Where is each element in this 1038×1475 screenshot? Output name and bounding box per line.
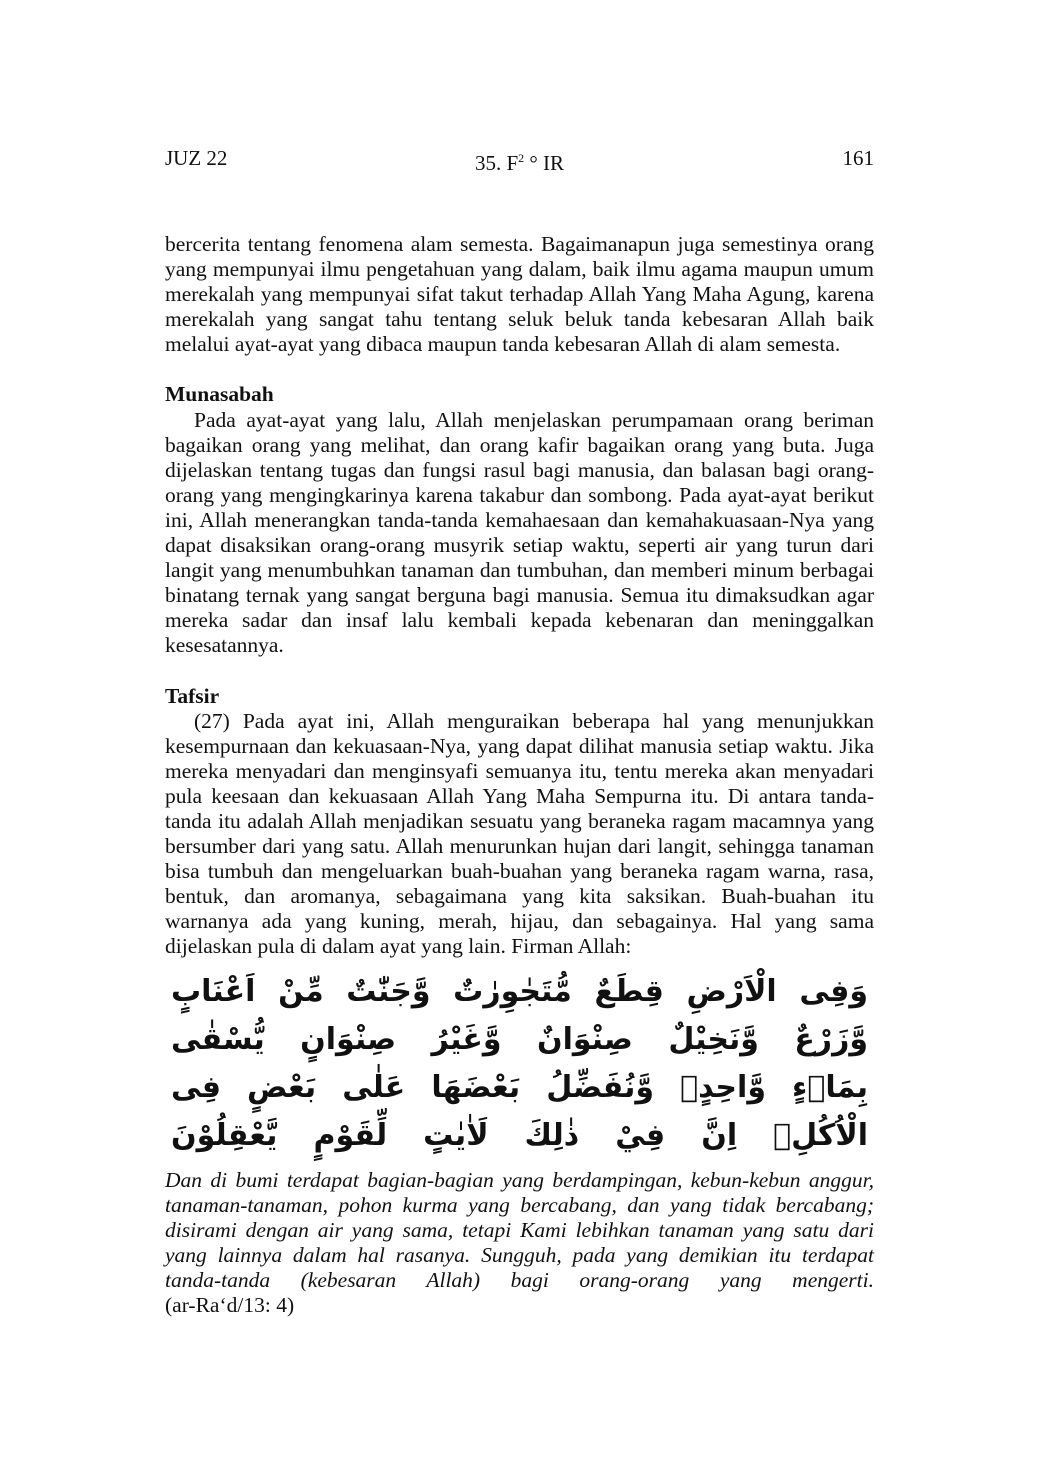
surah-suffix: ° IR (524, 151, 565, 175)
page-number: 161 (842, 146, 874, 170)
quran-verse-arabic (165, 968, 874, 1160)
tafsir-paragraph: (27) Pada ayat ini, Allah menguraikan beberapa hal yang menunjukkan kesempurnaan dan kekuasaan-Nya, yang dapat dilihat manusia setiap waktu. Jika mereka menyadari dan menginsyafi semuanya itu, tentu mereka akan menyadari pula keesaan dan kekuasaan Allah Yang Maha Sempurna itu. Di antara tanda-tanda itu adalah Allah menjadikan sesuatu yang beraneka ragam macamnya yang bersumber dari yang satu. Allah menurunkan hujan dari langit, sehingga tanaman bisa tumbuh dan mengeluarkan buah-buahan yang beraneka ragam warna, rasa, bentuk, dan aromanya, sebagaimana yang kita saksikan. Buah-buahan itu warnanya ada yang kuning, merah, hijau, dan sebagainya. Hal yang sama dijelaskan pula di dalam ayat yang lain. Firman Allah: (165, 708, 874, 959)
page-header (165, 143, 874, 173)
surah-prefix: 35. F (474, 151, 519, 175)
surah-superscript: 2 (518, 151, 525, 165)
tafsir-heading: Tafsir (165, 683, 220, 708)
verse-translation: Dan di bumi terdapat bagian-bagian yang berdampingan, kebun-kebun anggur, tanaman-tanaman, pohon kurma yang bercabang, dan yang tidak bercabang; disirami dengan air yang sama, tetapi Kami lebihkan tanaman yang satu dari yang lainnya dalam hal rasanya. Sungguh, pada yang demikian itu terdapat tanda-tanda (kebesaran Allah) bagi orang-orang yang mengerti. (165, 1167, 874, 1292)
juz-label: JUZ 22 (165, 146, 228, 170)
verse-citation: (ar-Ra‘d/13: 4) (165, 1293, 295, 1317)
page-body (165, 232, 874, 1318)
quran-verse-line-1: وَفِى الْاَرْضِ قِطَعٌ مُّتَجٰوِرٰتٌ وَّجَنّٰتٌ مِّنْ اَعْنَابٍ وَّزَرْعٌ وَّنَخِيْلٌ صِنْوَانٌ وَّغَيْرُ صِنْوَانٍ يُّسْقٰى (171, 973, 868, 1057)
intro-paragraph: bercerita tentang fenomena alam semesta. Bagaimanapun juga semestinya orang yang mempunyai ilmu pengetahuan yang dalam, baik ilmu agama maupun umum merekalah yang mempunyai sifat takut terhadap Allah Yang Maha Agung, karena merekalah yang sangat tahu tentang seluk beluk tanda kebesaran Allah baik melalui ayat-ayat yang dibaca maupun tanda kebesaran Allah di alam semesta. (165, 232, 874, 357)
munasabah-paragraph: Pada ayat-ayat yang lalu, Allah menjelaskan perumpamaan orang beriman bagaikan orang yang melihat, dan orang kafir bagaikan orang yang buta. Juga dijelaskan tentang tugas dan fungsi rasul bagi manusia, dan balasan bagi orang-orang yang mengingkarinya karena takabur dan sombong. Pada ayat-ayat berikut ini, Allah menerangkan tanda-tanda kemahaesaan dan kemahakuasaan-Nya yang dapat disaksikan orang-orang musyrik setiap waktu, seperti air yang turun dari langit yang menumbuhkan tanaman dan tumbuhan, dan memberi minum berbagai binatang ternak yang sangat berguna bagi manusia. Semua itu dimaksudkan agar mereka sadar dan insaf lalu kembali kepada kebenaran dan meninggalkan kesesatannya. (165, 407, 874, 658)
surah-title (165, 143, 874, 178)
munasabah-heading: Munasabah (165, 382, 274, 407)
quran-verse-line-2: بِمَاۤءٍ وَّاحِدٍۙ وَّنُفَضِّلُ بَعْضَهَا عَلٰى بَعْضٍ فِى الْاُكُلِۗ اِنَّ فِيْ ذٰلِكَ لَاٰيٰتٍ لِّقَوْمٍ يَّعْقِلُوْنَ (171, 1069, 868, 1153)
